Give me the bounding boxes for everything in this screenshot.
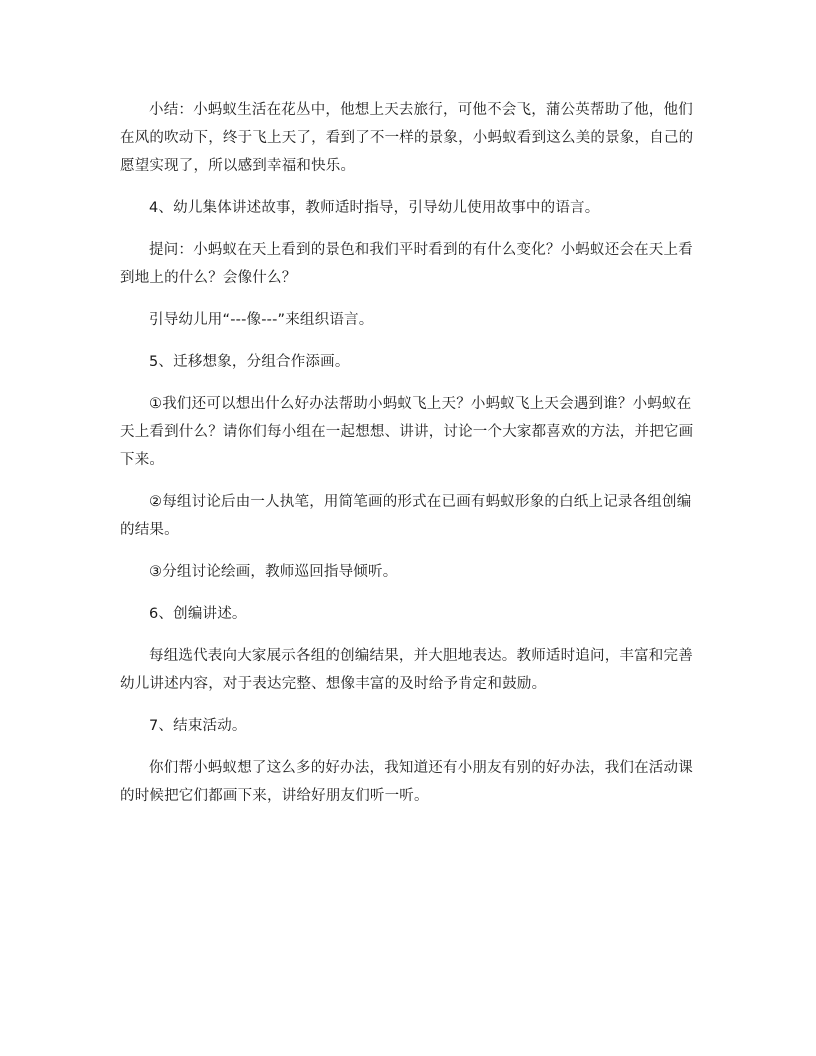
paragraph-item-2: ②每组讨论后由一人执笔，用简笔画的形式在已画有蚂蚁形象的白纸上记录各组创编的结果。 [120, 494, 692, 538]
paragraph-summary: 小结：小蚂蚁生活在花丛中，他想上天去旅行，可他不会飞，蒲公英帮助了他，他们在风的吹动下，终于飞上天了，看到了不一样的景象，小蚂蚁看到这么美的景象，自己的愿望实现了，所以感到幸福和快乐。 [120, 102, 694, 174]
paragraph-step-4: 4、幼儿集体讲述故事，教师适时指导，引导幼儿使用故事中的语言。 [149, 200, 600, 216]
paragraph-item-3: ③分组讨论绘画，教师巡回指导倾听。 [149, 564, 398, 580]
paragraph-step-6-detail: 每组选代表向大家展示各组的创编结果，并大胆地表达。教师适时追问，丰富和完善幼儿讲述内容，对于表达完整、想像丰富的及时给予肯定和鼓励。 [120, 648, 693, 692]
paragraph-step-5: 5、迁移想象，分组合作添画。 [149, 354, 350, 370]
paragraph-guidance: 引导幼儿用“---像---”来组织语言。 [149, 312, 374, 328]
paragraph-question: 提问：小蚂蚁在天上看到的景色和我们平时看到的有什么变化？小蚂蚁还会在天上看到地上的什么？会像什么？ [120, 242, 693, 286]
document-body [120, 96, 696, 824]
paragraph-closing: 你们帮小蚂蚁想了这么多的好办法，我知道还有小朋友有别的好办法，我们在活动课的时候把它们都画下来，讲给好朋友们听一听。 [120, 760, 693, 804]
paragraph-step-6: 6、创编讲述。 [149, 606, 247, 622]
paragraph-item-1: ①我们还可以想出什么好办法帮助小蚂蚁飞上天？小蚂蚁飞上天会遇到谁？小蚂蚁在天上看到什么？请你们每小组在一起想想、讲讲，讨论一个大家都喜欢的方法，并把它画下来。 [120, 396, 694, 468]
paragraph-step-7: 7、结束活动。 [149, 718, 247, 734]
